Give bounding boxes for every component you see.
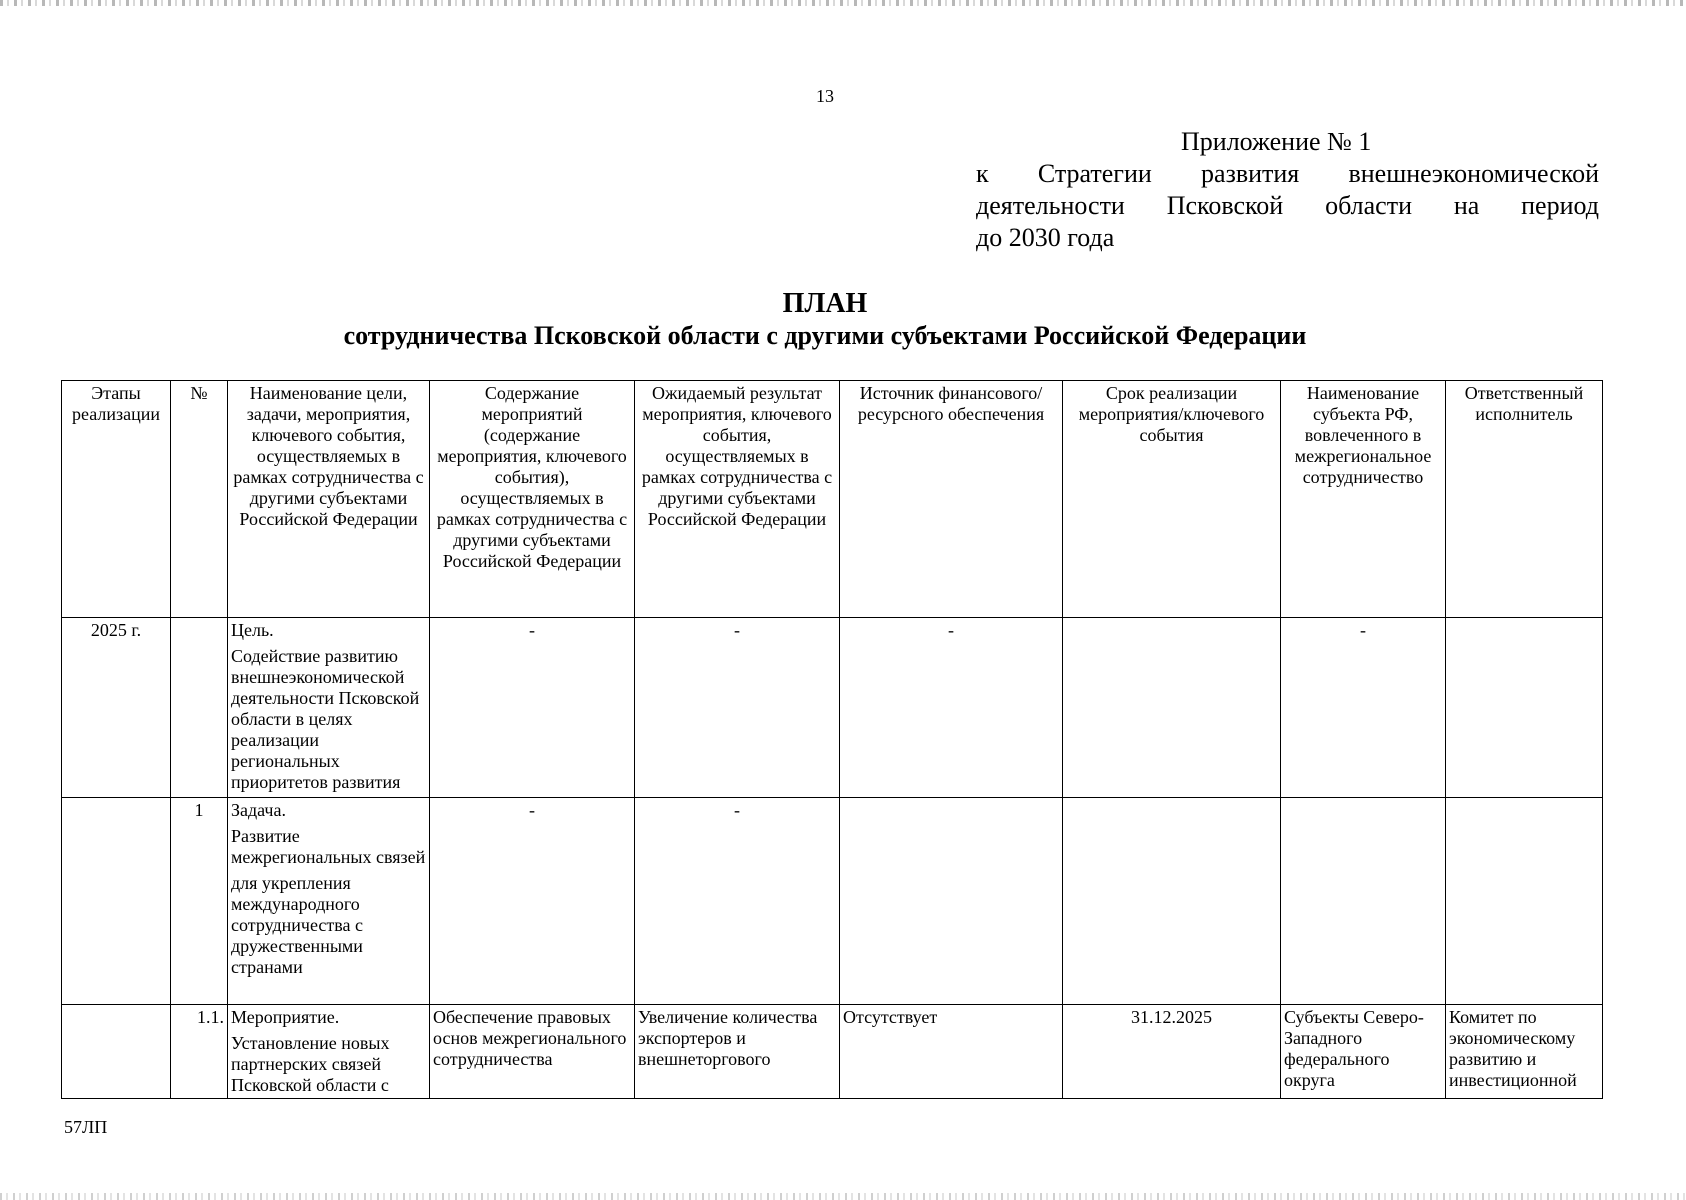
cell-source: -: [840, 618, 1063, 798]
cell-content: -: [430, 618, 635, 798]
cell-name-label: Цель.: [231, 620, 274, 640]
cell-executor: Комитет по экономическому развитию и инвестиционной: [1446, 1005, 1603, 1099]
scan-edge-top: [0, 0, 1686, 6]
cell-term: [1063, 798, 1281, 1005]
cell-name-text: Установление новых партнерских связей Псковской области с: [231, 1033, 390, 1095]
page-number: 13: [816, 86, 834, 106]
cell-term: [1063, 618, 1281, 798]
cell-result: -: [635, 618, 840, 798]
cell-number: 1: [171, 798, 228, 1005]
appendix-line: к Стратегии развития внешнеэкономической: [976, 159, 1599, 188]
table-row: [62, 798, 1603, 1005]
cell-result: Увеличение количества экспортеров и внешнеторгового: [635, 1005, 840, 1099]
cell-name-text: Развитие межрегиональных связей: [231, 826, 426, 867]
header-subject: Наименование субъекта РФ, вовлеченного в межрегиональное сотрудничество: [1281, 381, 1446, 618]
cell-content: -: [430, 798, 635, 1005]
cell-number: 1.1.: [171, 1005, 228, 1099]
cell-stage: [62, 1005, 171, 1099]
table-header-row: [62, 381, 1603, 618]
appendix-line: до 2030 года: [976, 223, 1115, 252]
scan-edge-bottom: [0, 1193, 1686, 1200]
appendix-header: [976, 126, 1599, 254]
header-source: Источник финансового/ресурсного обеспечения: [840, 381, 1063, 618]
cell-result: -: [635, 798, 840, 1005]
cell-term: 31.12.2025: [1063, 1005, 1281, 1099]
document-title: ПЛАН: [782, 288, 868, 319]
header-executor: Ответственный исполнитель: [1446, 381, 1603, 618]
cell-subject: Субъекты Северо-Западного федерального округа: [1281, 1005, 1446, 1099]
cell-content: Обеспечение правовых основ межрегионального сотрудничества: [430, 1005, 635, 1099]
cell-name: [228, 798, 430, 1005]
header-name: Наименование цели, задачи, мероприятия, ключевого события, осуществляемых в рамках сотрудничества с другими субъектами Российской Федерации: [228, 381, 430, 618]
header-stages: Этапы реализации: [62, 381, 171, 618]
cell-name-text: Содействие развитию внешнеэкономической деятельности Псковской области в целях реализации региональных приоритетов развития: [231, 646, 420, 792]
appendix-line: деятельности Псковской области на период: [976, 191, 1599, 220]
cell-subject: [1281, 798, 1446, 1005]
table-row: [62, 618, 1603, 798]
cell-name-label: Мероприятие.: [231, 1007, 340, 1027]
cell-name-extra: для укрепления международного сотрудничества с дружественными странами: [231, 873, 363, 977]
cell-subject: -: [1281, 618, 1446, 798]
cell-name: [228, 1005, 430, 1099]
header-term: Срок реализации мероприятия/ключевого события: [1063, 381, 1281, 618]
cell-stage: 2025 г.: [62, 618, 171, 798]
table-row: [62, 1005, 1603, 1099]
cell-stage: [62, 798, 171, 1005]
cell-source: [840, 798, 1063, 1005]
footer-code: 57ЛП: [64, 1117, 108, 1137]
header-result: Ожидаемый результат мероприятия, ключевого события, осуществляемых в рамках сотрудничества с другими субъектами Российской Федерации: [635, 381, 840, 618]
cell-name: [228, 618, 430, 798]
plan-table: [61, 380, 1603, 1099]
appendix-title: Приложение № 1: [1181, 127, 1372, 156]
cell-executor: [1446, 798, 1603, 1005]
header-number: №: [171, 381, 228, 618]
header-content: Содержание мероприятий (содержание мероприятия, ключевого события), осуществляемых в рамках сотрудничества с другими субъектами Российской Федерации: [430, 381, 635, 618]
cell-name-label: Задача.: [231, 800, 286, 820]
document-subtitle: сотрудничества Псковской области с другими субъектами Российской Федерации: [343, 321, 1307, 350]
cell-source: Отсутствует: [840, 1005, 1063, 1099]
cell-number: [171, 618, 228, 798]
cell-executor: [1446, 618, 1603, 798]
